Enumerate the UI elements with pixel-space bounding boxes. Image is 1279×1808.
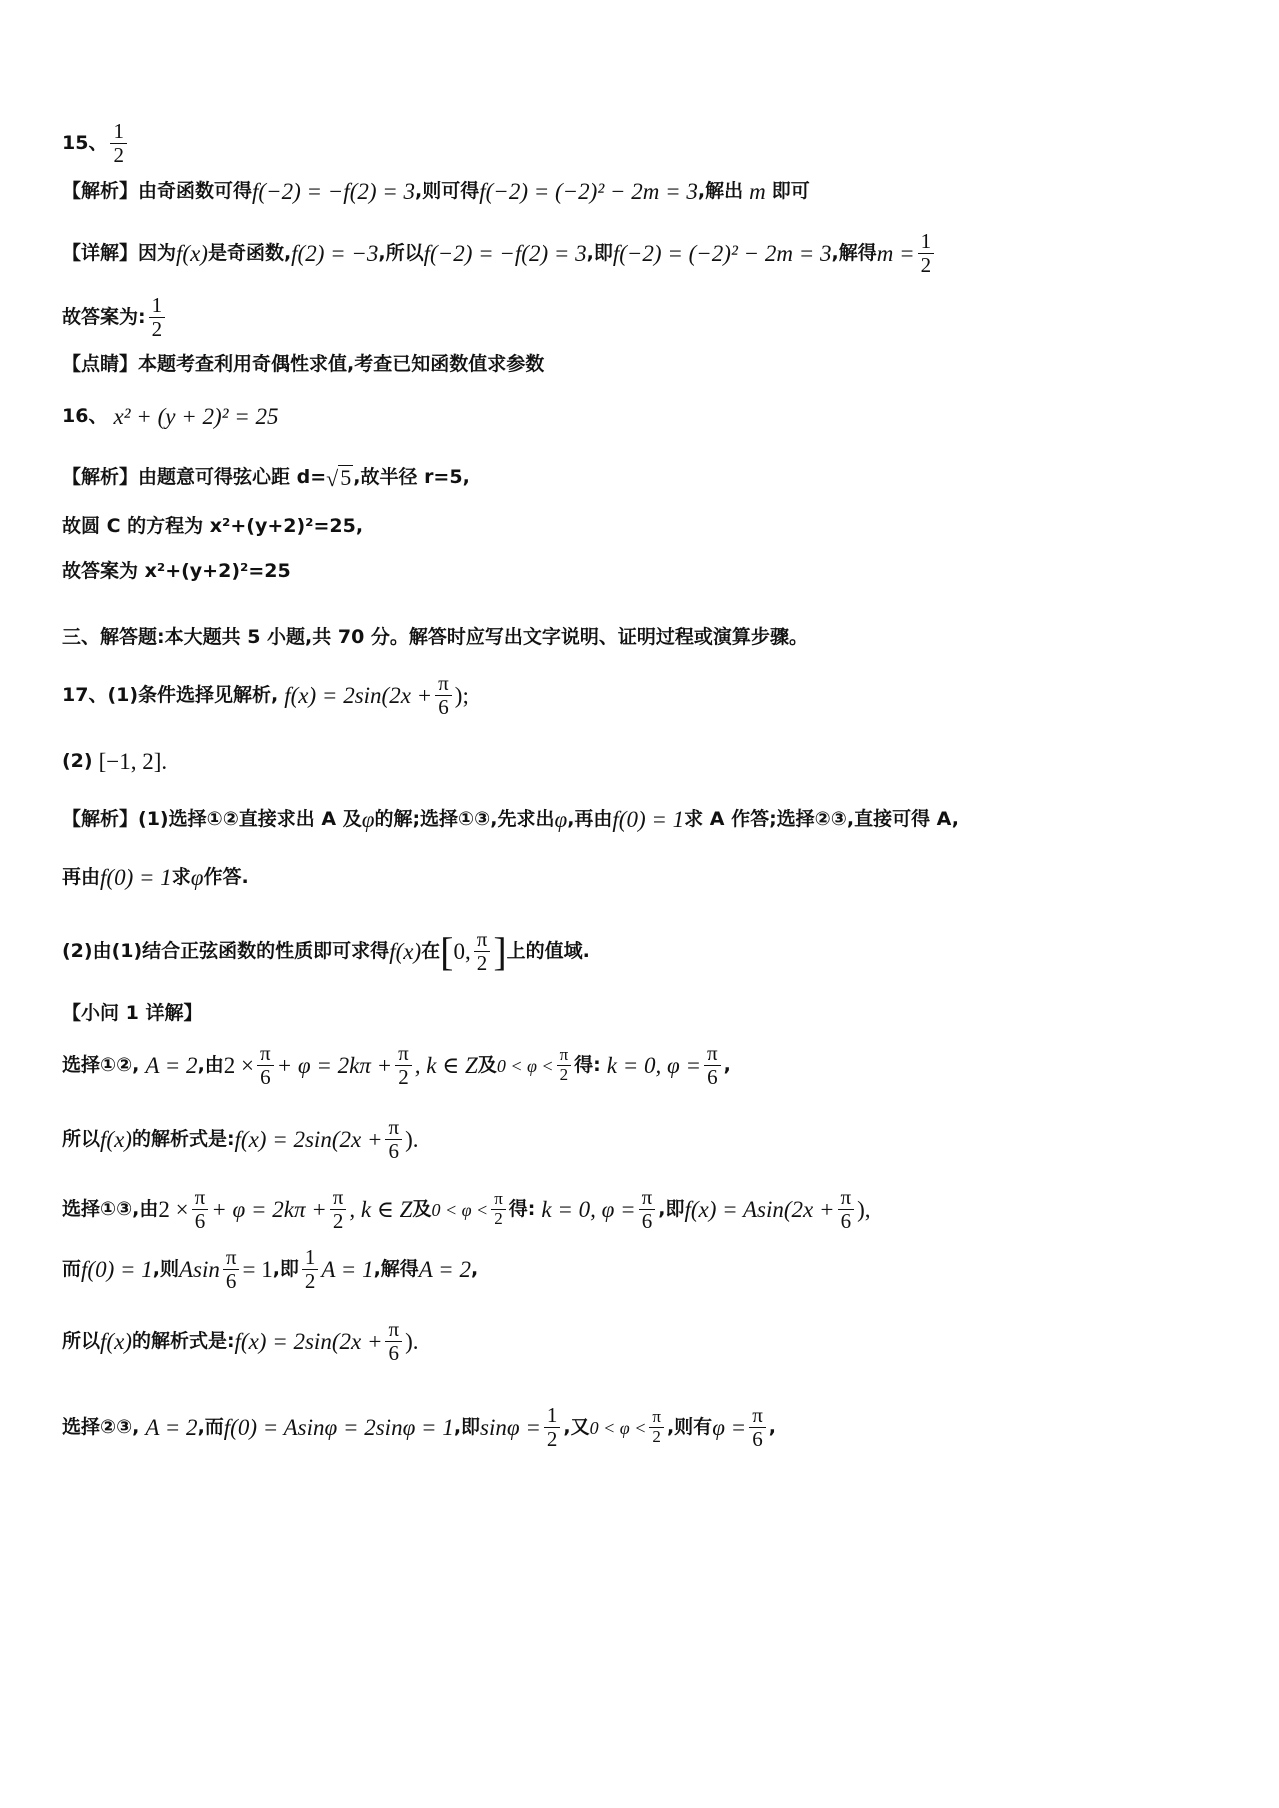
q17-part1-answer: 17、(1)条件选择见解析, f(x) = 2sin(2x + $\frac{\pi}{6}$ ); <box>62 671 469 720</box>
q16-answer-line: 16、 x² + (y + 2)² = 25 <box>62 404 279 429</box>
choice-13-line: 选择①③,由 2 × $\frac{\pi}{6}$ + φ = 2kπ + $\frac{\pi}{2}$ , k ∈ Z 及 0 < φ < $\frac{\pi}{2}$ 得: k = 0, φ = $\frac{\pi}{6}$ ,即 f(x) = Asin(2x + $\frac{\pi}{6}$ ), <box>62 1185 871 1234</box>
q15-answer-fraction: $\frac{1}{2}$ <box>110 120 127 167</box>
section-heading: 三、解答题:本大题共 5 小题,共 70 分。解答时应写出文字说明、证明过程或演算步骤。 <box>62 626 808 648</box>
q15-detail-line: 【详解】 因为 f(x) 是奇函数, f(2) = −3 ,所以 f(−2) = −f(2) = 3 ,即 f(−2) = (−2)² − 2m = 3 ,解得 m = $\frac{1}{2}$ <box>62 230 937 277</box>
result-line-1: 所以 f(x) 的解析式是: f(x) = 2sin(2x + $\frac{\pi}{6}$ ). <box>62 1115 419 1164</box>
analysis-tag: 【解析】 <box>62 466 139 489</box>
q17-part2-answer: (2) [−1, 2]. <box>62 749 168 774</box>
q15-answer-summary: 故答案为: $\frac{1}{2}$ <box>62 294 168 341</box>
choice-23-line: 选择②③, A = 2 ,而 f(0) = Asinφ = 2sinφ = 1 ,即 sinφ = $\frac{1}{2}$ ,又 0 < φ < $\frac{\pi}{2}$ ,则有 φ = $\frac{\pi}{6}$ , <box>62 1403 777 1452</box>
q16-number: 16、 <box>62 405 108 427</box>
detail-tag: 【详解】 <box>62 242 139 265</box>
q15-analysis-line: 【解析】 由奇函数可得 f(−2) = −f(2) = 3 ,则可得 f(−2) = (−2)² − 2m = 3 ,解出 m 即可 <box>62 179 810 204</box>
result-line-2: 所以 f(x) 的解析式是: f(x) = 2sin(2x + $\frac{\pi}{6}$ ). <box>62 1317 419 1366</box>
comment-tag: 【点睛】 <box>62 353 139 375</box>
fraction: $\frac{\pi}{6}$ <box>435 672 452 719</box>
analysis-tag: 【解析】 <box>62 180 139 202</box>
q15-number: 15、 <box>62 132 108 155</box>
q15-answer-line <box>62 120 130 167</box>
q17-part2-analysis: (2)由(1)结合正弦函数的性质即可求得 f(x) 在 [ 0, $\frac{\pi}{2}$ ] 上的值域. <box>62 927 590 976</box>
q15-comment-line: 【点睛】 本题考查利用奇偶性求值,考查已知函数值求参数 <box>62 353 545 375</box>
fraction: $\frac{1}{2}$ <box>918 230 935 277</box>
sqrt: √ 5 <box>326 465 352 492</box>
q16-analysis-line: 【解析】 由题意可得弦心距 d= √ 5 ,故半径 r=5, <box>62 465 470 492</box>
q16-line3: 故答案为 x²+(y+2)²=25 <box>62 560 291 582</box>
choice-12-line: 选择①②, A = 2 ,由 2 × $\frac{\pi}{6}$ + φ = 2kπ + $\frac{\pi}{2}$ , k ∈ Z 及 0 < φ < $\frac{\pi}{2}$ 得: k = 0, φ = $\frac{\pi}{6}$ , <box>62 1041 731 1090</box>
q16-line2: 故圆 C 的方程为 x²+(y+2)²=25, <box>62 515 364 537</box>
q17-subq1-tag: 【小问 1 详解】 <box>62 1002 203 1024</box>
fraction: $\frac{\pi}{2}$ <box>474 928 491 975</box>
choice-13-line2: 而 f(0) = 1 ,则 Asin $\frac{\pi}{6}$ = 1 ,即 $\frac{1}{2}$ A = 1 ,解得 A = 2 , <box>62 1245 479 1294</box>
q17-analysis-line2: 再由 f(0) = 1 求 φ 作答. <box>62 865 249 890</box>
fraction: $\frac{1}{2}$ <box>149 294 166 341</box>
analysis-tag: 【解析】 <box>62 808 139 830</box>
q17-analysis-line: 【解析】 (1)选择①②直接求出 A 及 φ 的解;选择①③,先求出 φ ,再由 f(0) = 1 求 A 作答;选择②③,直接可得 A, <box>62 807 959 832</box>
